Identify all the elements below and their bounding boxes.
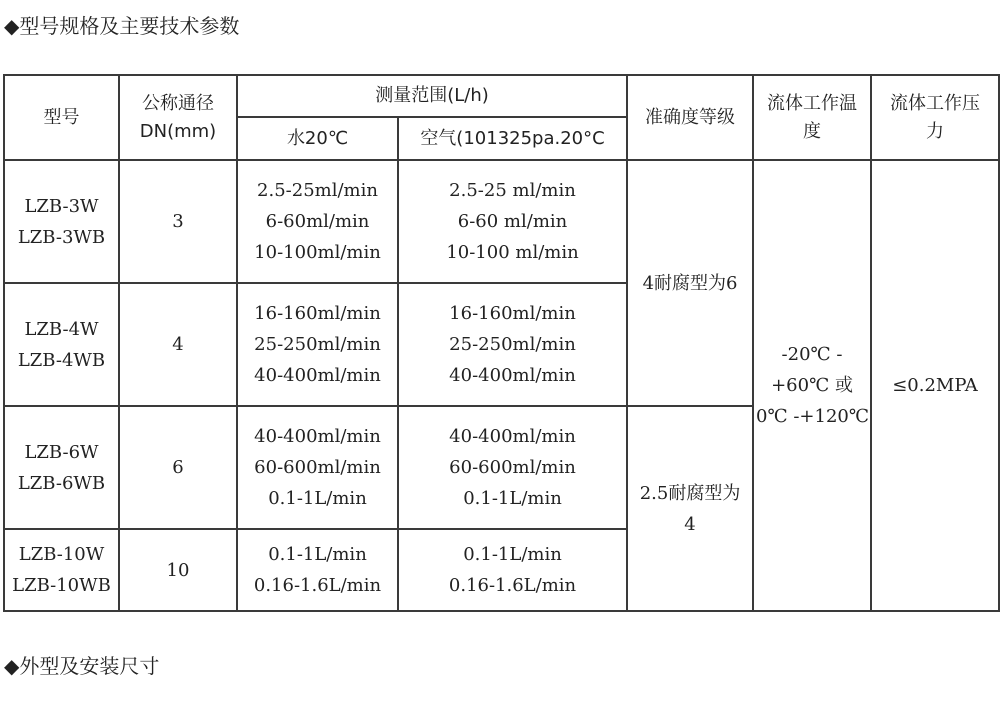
model-cell: LZB-6W LZB-6WB — [4, 406, 119, 529]
air-range-cell: 16-160ml/min 25-250ml/min 40-400ml/min — [398, 283, 627, 406]
dn-cell: 6 — [119, 406, 237, 529]
water-range-cell: 2.5-25ml/min 6-60ml/min 10-100ml/min — [237, 160, 398, 283]
pressure-cell: ≤0.2MPA — [871, 160, 999, 611]
header-accuracy: 准确度等级 — [627, 75, 753, 160]
model-cell: LZB-3W LZB-3WB — [4, 160, 119, 283]
table-row — [4, 160, 999, 283]
header-nominal-diameter: 公称通径 DN(mm) — [119, 75, 237, 160]
header-water: 水20℃ — [237, 117, 398, 160]
spec-table — [3, 74, 1000, 612]
water-range-cell: 0.1-1L/min 0.16-1.6L/min — [237, 529, 398, 611]
accuracy-cell: 2.5耐腐型为 4 — [627, 406, 753, 611]
water-range-cell: 40-400ml/min 60-600ml/min 0.1-1L/min — [237, 406, 398, 529]
air-range-cell: 40-400ml/min 60-600ml/min 0.1-1L/min — [398, 406, 627, 529]
header-measuring-range: 测量范围(L/h) — [237, 75, 627, 117]
dn-cell: 10 — [119, 529, 237, 611]
header-fluid-pressure: 流体工作压 力 — [871, 75, 999, 160]
dn-cell: 3 — [119, 160, 237, 283]
air-range-cell: 0.1-1L/min 0.16-1.6L/min — [398, 529, 627, 611]
model-cell: LZB-4W LZB-4WB — [4, 283, 119, 406]
temperature-cell: -20℃ - +60℃ 或 0℃ -+120℃ — [753, 160, 871, 611]
accuracy-cell: 4耐腐型为6 — [627, 160, 753, 406]
header-fluid-temperature: 流体工作温 度 — [753, 75, 871, 160]
dn-cell: 4 — [119, 283, 237, 406]
dimensions-section-title: ◆外型及安装尺寸 — [4, 654, 160, 678]
header-model: 型号 — [4, 75, 119, 160]
air-range-cell: 2.5-25 ml/min 6-60 ml/min 10-100 ml/min — [398, 160, 627, 283]
specs-section-title: ◆型号规格及主要技术参数 — [4, 14, 240, 38]
header-air: 空气(101325pa.20°C — [398, 117, 627, 160]
model-cell: LZB-10W LZB-10WB — [4, 529, 119, 611]
water-range-cell: 16-160ml/min 25-250ml/min 40-400ml/min — [237, 283, 398, 406]
